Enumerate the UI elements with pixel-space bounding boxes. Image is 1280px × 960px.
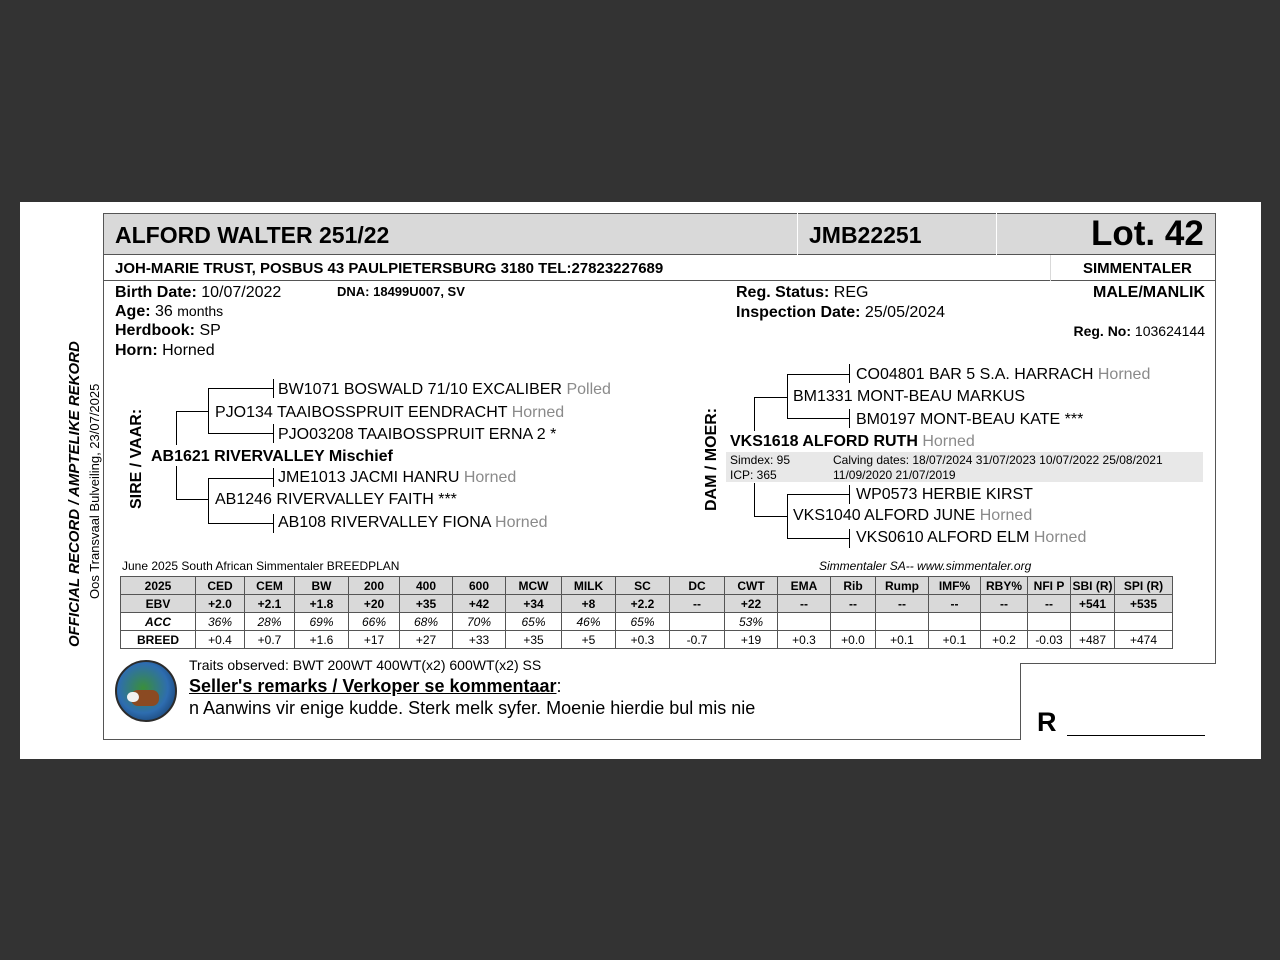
ebv-cell: 28% [245, 613, 295, 631]
ebv-cell: SBI (R) [1072, 578, 1113, 593]
animal-id: JMB22251 [809, 222, 922, 248]
ebv-cell: +0.3 [778, 631, 831, 649]
ebv-cell: +17 [349, 631, 400, 649]
dam-name: VKS1618 ALFORD RUTH Horned [730, 433, 975, 450]
ebv-cell [929, 613, 981, 631]
ebv-cell: -- [1028, 595, 1071, 613]
dam-icp: ICP: 365 [730, 468, 777, 482]
dam-of-sire: AB1246 RIVERVALLEY FAITH *** [215, 491, 457, 508]
official-record-label: OFFICIAL RECORD / AMPTELIKE REKORD [66, 341, 83, 647]
sire-name: AB1621 RIVERVALLEY Mischief [151, 448, 393, 465]
sex: MALE/MANLIK [1093, 284, 1205, 301]
traits-observed: Traits observed: BWT 200WT 400WT(x2) 600WT(x2) SS [189, 657, 542, 673]
ebv-cell: +541 [1071, 595, 1115, 613]
dam-side-title: DAM / MOER: [703, 407, 720, 511]
ebv-cell: RBY% [981, 577, 1028, 595]
ebv-cell: +8 [562, 595, 616, 613]
ebv-row [121, 595, 1173, 613]
ebv-cell: SPI (R) [1115, 577, 1173, 595]
lot-number: Lot. 42 [1091, 214, 1204, 253]
ebv-cell [778, 613, 831, 631]
ebv-cell: +0.0 [831, 631, 876, 649]
ebv-cell: Rump [876, 577, 929, 595]
ebv-cell: 600 [453, 577, 506, 595]
ebv-cell: 2025 [121, 577, 196, 595]
inspection-date: Inspection Date: 25/05/2024 [736, 304, 945, 321]
ebv-cell: ACC [121, 613, 196, 631]
reg-number: Reg. No: 103624144 [1073, 323, 1205, 339]
ebv-cell: +0.3 [616, 631, 670, 649]
ebv-cell: -0.7 [670, 631, 725, 649]
ebv-cell: 53% [725, 613, 778, 631]
dam-calving-dates-2: 11/09/2020 21/07/2019 [833, 468, 956, 482]
ebv-cell: -- [981, 595, 1028, 613]
ebv-cell: IMF% [929, 577, 981, 595]
ebv-cell: 68% [400, 613, 453, 631]
remarks-text: n Aanwins vir enige kudde. Sterk melk syfer. Moenie hierdie bul mis nie [189, 698, 756, 718]
ebv-cell [981, 613, 1028, 631]
ebv-cell: +35 [400, 595, 453, 613]
breedplan-website: Simmentaler SA-- www.simmentaler.org [819, 559, 1032, 573]
ebv-cell: 36% [196, 613, 245, 631]
sale-catalogue-card [20, 202, 1261, 759]
ebv-header-row [121, 577, 1173, 595]
ebv-cell: +34 [506, 595, 562, 613]
ebv-cell: +1.6 [295, 631, 349, 649]
ebv-cell: +5 [562, 631, 616, 649]
reg-status: Reg. Status: REG [736, 284, 869, 301]
ebv-cell: +20 [349, 595, 400, 613]
accuracy-row [121, 613, 1173, 631]
dam-dam-dam: VKS0610 ALFORD ELM Horned [856, 529, 1087, 546]
sire-dam: PJO03208 TAAIBOSSPRUIT ERNA 2 * [278, 426, 557, 443]
dam-of-dam: VKS1040 ALFORD JUNE Horned [793, 507, 1033, 524]
sire-sire: BW1071 BOSWALD 71/10 EXCALIBER Polled [278, 381, 611, 398]
horn-status: Horn: Horned [115, 342, 215, 359]
breedplan-caption: June 2025 South African Simmentaler BREEDPLAN [122, 559, 400, 573]
ebv-cell: 400 [400, 577, 453, 595]
ebv-cell: SC [616, 577, 670, 595]
ebv-cell [1028, 613, 1071, 631]
ebv-table [120, 576, 1173, 649]
ebv-cell: +35 [506, 631, 562, 649]
ebv-cell: BREED [121, 631, 196, 649]
ebv-cell: +2.0 [196, 595, 245, 613]
sire-of-sire: PJO134 TAAIBOSSPRUIT EENDRACHT Horned [215, 404, 565, 421]
ebv-cell: +535 [1115, 595, 1173, 613]
dam-sire-sire: CO04801 BAR 5 S.A. HARRACH Horned [856, 366, 1151, 383]
ebv-cell: EBV [121, 595, 196, 613]
ebv-cell: +2.1 [245, 595, 295, 613]
dam-sire-dam: BM0197 MONT-BEAU KATE *** [856, 411, 1084, 428]
ebv-cell: 69% [295, 613, 349, 631]
ebv-cell: +487 [1071, 631, 1115, 649]
ebv-cell [1071, 613, 1115, 631]
ebv-cell [876, 613, 929, 631]
ebv-cell [1115, 613, 1173, 631]
ebv-cell: +0.2 [981, 631, 1028, 649]
ebv-cell: +0.7 [245, 631, 295, 649]
ebv-cell: 66% [349, 613, 400, 631]
ebv-cell: 70% [453, 613, 506, 631]
ebv-cell: Rib [831, 577, 876, 595]
ebv-cell: -- [876, 595, 929, 613]
breed-average-row [121, 631, 1173, 649]
ebv-cell: 65% [616, 613, 670, 631]
ebv-cell: -- [670, 595, 725, 613]
price-label: R [1037, 707, 1057, 737]
ebv-cell: EMA [778, 577, 831, 595]
ebv-cell: +0.1 [876, 631, 929, 649]
ebv-cell: +22 [725, 595, 778, 613]
ebv-cell: 46% [562, 613, 616, 631]
society-logo [115, 660, 177, 722]
remarks-title: Seller's remarks / Verkoper se kommentaar: [189, 676, 562, 696]
ebv-cell: -- [929, 595, 981, 613]
ebv-cell: 65% [506, 613, 562, 631]
ebv-cell: +33 [453, 631, 506, 649]
age: Age: 36 months [115, 303, 224, 320]
ebv-cell: -0.03 [1028, 631, 1071, 649]
ebv-cell: CEM [245, 577, 295, 595]
dna-info: DNA: 18499U007, SV [337, 284, 465, 299]
ebv-cell: -- [831, 595, 876, 613]
ebv-cell: +27 [400, 631, 453, 649]
sire-of-dam: BM1331 MONT-BEAU MARKUS [793, 388, 1026, 405]
animal-name: ALFORD WALTER 251/22 [115, 222, 390, 248]
dam-dam-sire: WP0573 HERBIE KIRST [856, 486, 1033, 503]
ebv-cell: -- [778, 595, 831, 613]
sire-side-title: SIRE / VAAR: [128, 408, 145, 509]
ebv-cell: BW [295, 577, 349, 595]
breed-name: SIMMENTALER [1083, 260, 1192, 277]
ebv-cell: NFI P [1028, 577, 1071, 595]
ebv-cell [831, 613, 876, 631]
price-field[interactable] [1067, 735, 1205, 736]
ebv-cell: +0.1 [929, 631, 981, 649]
ebv-cell: +2.2 [616, 595, 670, 613]
sale-name-date: Oos Transvaal Bulveiling, 23/07/2025 [87, 383, 102, 599]
ebv-cell: +19 [725, 631, 778, 649]
birth-date: Birth Date: 10/07/2022 [115, 284, 282, 301]
ebv-cell: CED [196, 577, 245, 595]
owner-line: JOH-MARIE TRUST, POSBUS 43 PAULPIETERSBURG 3180 TEL:27823227689 [115, 260, 664, 277]
sire-dam-dam: AB108 RIVERVALLEY FIONA Horned [278, 514, 548, 531]
ebv-cell: +42 [453, 595, 506, 613]
ebv-cell: CWT [725, 577, 778, 595]
ebv-cell: MCW [506, 577, 562, 595]
dam-simdex: Simdex: 95 [730, 453, 791, 467]
ebv-cell: DC [670, 577, 725, 595]
dam-calving-dates: Calving dates: 18/07/2024 31/07/2023 10/07/2022 25/08/2021 [833, 453, 1163, 467]
ebv-cell: +1.8 [295, 595, 349, 613]
sire-dam-sire: JME1013 JACMI HANRU Horned [278, 469, 517, 486]
ebv-cell: MILK [562, 577, 616, 595]
herdbook: Herdbook: SP [115, 322, 221, 339]
ebv-cell [670, 613, 725, 631]
ebv-cell: 200 [349, 577, 400, 595]
ebv-cell: +0.4 [196, 631, 245, 649]
ebv-cell: +474 [1115, 631, 1173, 649]
